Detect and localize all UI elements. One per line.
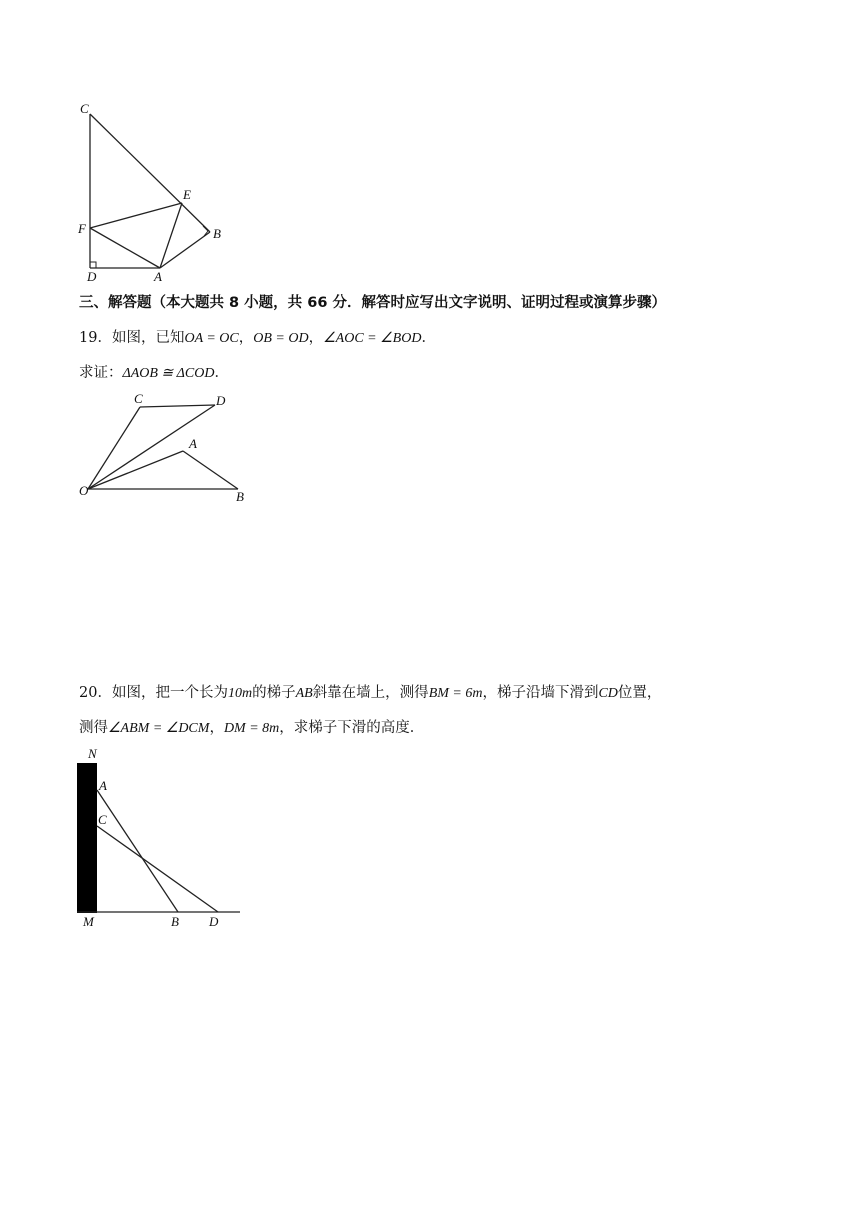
figure-q20-lines: [77, 790, 240, 912]
label-e: E: [183, 187, 191, 202]
wall: [77, 763, 97, 913]
q20-text-f: 测得: [79, 720, 108, 736]
label-d: D: [87, 269, 97, 284]
q20-text-b: 的梯子: [252, 685, 296, 701]
q19-prove-end: ．: [214, 365, 229, 381]
q19-label-b: B: [236, 489, 244, 504]
q19-eq3: ∠AOC = ∠BOD: [323, 331, 422, 346]
q19-label-o: O: [79, 483, 89, 498]
q20-text-d: ，梯子沿墙下滑到: [482, 685, 599, 701]
label-a: A: [154, 269, 162, 284]
q19-label-a: A: [189, 436, 197, 451]
q20-cd: CD: [598, 686, 618, 701]
q20-label-n: N: [88, 746, 97, 761]
q20-text-g: ，: [209, 720, 224, 736]
q20-bm: BM = 6m: [428, 686, 483, 701]
q19-text: 如图，已知: [111, 330, 185, 346]
q20-label-c: C: [98, 812, 107, 827]
q20-length: 10m: [227, 686, 253, 701]
q19-label-d: D: [216, 393, 226, 408]
label-b: B: [213, 226, 221, 241]
q19-eq1: OA = OC: [184, 331, 239, 346]
q19-prove-label: 求证：: [79, 365, 123, 381]
label-c: C: [80, 101, 89, 116]
q19-label-c: C: [134, 391, 143, 406]
q20-text-e: 位置，: [617, 685, 662, 701]
q20-angle-eq: ∠ABM = ∠DCM: [108, 721, 210, 736]
q20-dm: DM = 8m: [223, 721, 280, 736]
q19-prove-expr: ΔAOB ≅ ΔCOD: [122, 366, 215, 381]
q20-ladder: AB: [295, 686, 313, 701]
q19-sep2: ，: [308, 330, 324, 346]
q20-label-m: M: [83, 914, 94, 929]
q20-text-h: ，求梯子下滑的高度．: [279, 720, 425, 736]
q20-text-c: 斜靠在墙上，测得: [312, 685, 429, 701]
q19-number: 19．: [79, 330, 112, 346]
section-title: 三、解答题（本大题共 8 小题，共 66 分．解答时应写出文字说明、证明过程或演算步骤）: [79, 295, 666, 311]
q20-label-d: D: [209, 914, 219, 929]
q20-text-a: 如图，把一个长为: [111, 685, 228, 701]
label-f: F: [78, 221, 86, 236]
q19-eq2: OB = OD: [253, 331, 309, 346]
q19-sep1: ，: [238, 330, 254, 346]
q20-number: 20．: [79, 685, 112, 701]
q20-label-b: B: [171, 914, 179, 929]
q20-label-a: A: [99, 778, 107, 793]
q19-end: ．: [421, 330, 436, 346]
